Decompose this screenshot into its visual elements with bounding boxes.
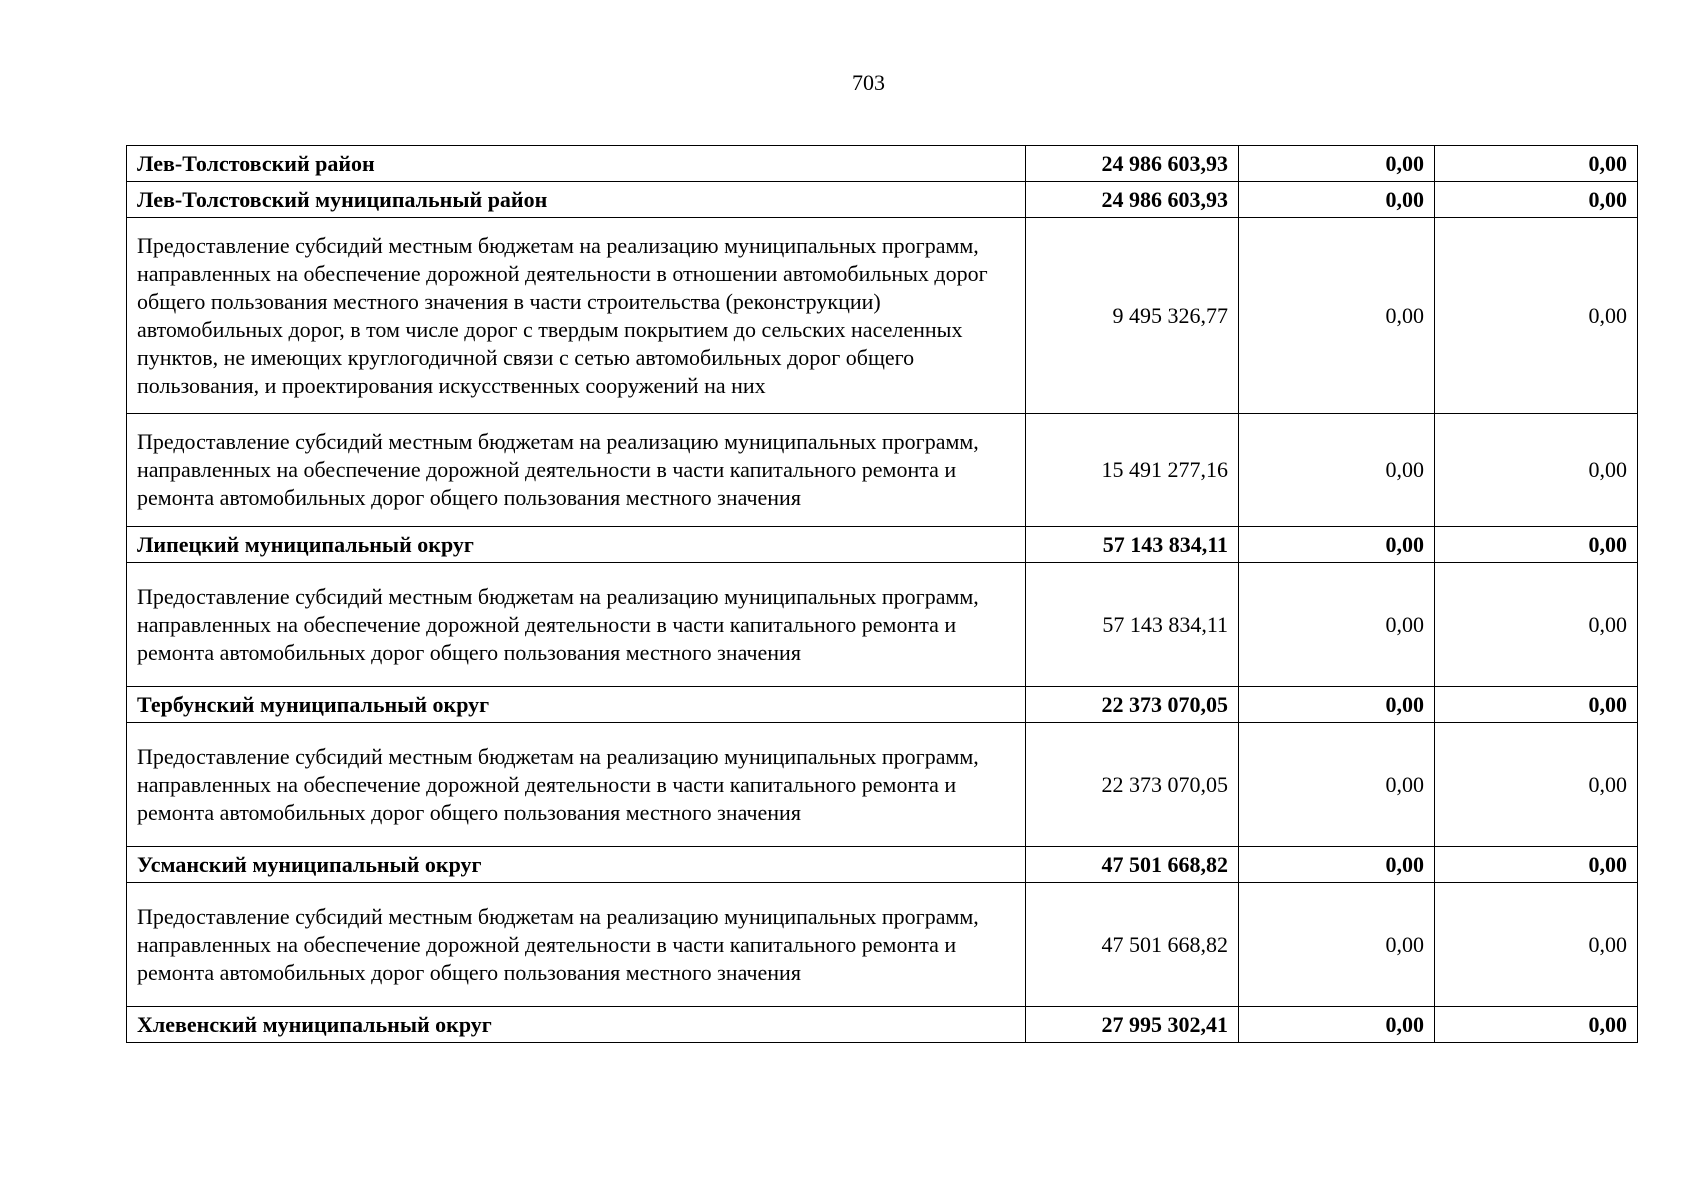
row-value-1: 22 373 070,05	[1026, 723, 1239, 847]
row-value-1: 24 986 603,93	[1026, 146, 1239, 182]
row-name: Предоставление субсидий местным бюджетам на реализацию муниципальных программ, направленных на обеспечение дорожной деятельности в части капитального ремонта и ремонта автомобильных дорог общего пользования местного значения	[127, 563, 1026, 687]
row-value-3: 0,00	[1435, 883, 1638, 1007]
row-value-2: 0,00	[1239, 414, 1435, 527]
row-name: Усманский муниципальный округ	[127, 847, 1026, 883]
row-value-3: 0,00	[1435, 687, 1638, 723]
row-name: Предоставление субсидий местным бюджетам на реализацию муниципальных программ, направленных на обеспечение дорожной деятельности в части капитального ремонта и ремонта автомобильных дорог общего пользования местного значения	[127, 414, 1026, 527]
row-name: Предоставление субсидий местным бюджетам на реализацию муниципальных программ, направленных на обеспечение дорожной деятельности в части капитального ремонта и ремонта автомобильных дорог общего пользования местного значения	[127, 723, 1026, 847]
row-value-2: 0,00	[1239, 1007, 1435, 1043]
row-value-3: 0,00	[1435, 723, 1638, 847]
table-row-subsidy	[127, 218, 1638, 414]
row-value-2: 0,00	[1239, 723, 1435, 847]
row-value-1: 9 495 326,77	[1026, 218, 1239, 414]
row-value-1: 27 995 302,41	[1026, 1007, 1239, 1043]
table-row-subsidy	[127, 414, 1638, 527]
row-name: Тербунский муниципальный округ	[127, 687, 1026, 723]
row-value-3: 0,00	[1435, 182, 1638, 218]
row-value-3: 0,00	[1435, 414, 1638, 527]
page-number: 703	[852, 70, 885, 95]
row-value-1: 57 143 834,11	[1026, 527, 1239, 563]
row-value-1: 15 491 277,16	[1026, 414, 1239, 527]
row-value-1: 47 501 668,82	[1026, 847, 1239, 883]
row-value-1: 57 143 834,11	[1026, 563, 1239, 687]
table-row-subsidy	[127, 563, 1638, 687]
row-name: Лев-Толстовский муниципальный район	[127, 182, 1026, 218]
row-value-3: 0,00	[1435, 847, 1638, 883]
row-value-1: 24 986 603,93	[1026, 182, 1239, 218]
table-row-municipality-header	[127, 527, 1638, 563]
row-value-2: 0,00	[1239, 527, 1435, 563]
table-row-subsidy	[127, 883, 1638, 1007]
row-value-3: 0,00	[1435, 563, 1638, 687]
row-value-2: 0,00	[1239, 847, 1435, 883]
row-value-2: 0,00	[1239, 182, 1435, 218]
row-value-3: 0,00	[1435, 146, 1638, 182]
row-value-3: 0,00	[1435, 218, 1638, 414]
row-name: Лев-Толстовский район	[127, 146, 1026, 182]
row-value-2: 0,00	[1239, 218, 1435, 414]
row-name: Предоставление субсидий местным бюджетам на реализацию муниципальных программ, направленных на обеспечение дорожной деятельности в отношении автомобильных дорог общего пользования местного значения в части строительства (реконструкции) автомобильных дорог, в том числе дорог с твердым покрытием до сельских населенных пунктов, не имеющих круглогодичной связи с сетью автомобильных дорог общего пользования, и проектирования искусственных сооружений на них	[127, 218, 1026, 414]
row-value-2: 0,00	[1239, 563, 1435, 687]
row-value-1: 47 501 668,82	[1026, 883, 1239, 1007]
table-row-municipality-header	[127, 1007, 1638, 1043]
row-name: Предоставление субсидий местным бюджетам на реализацию муниципальных программ, направленных на обеспечение дорожной деятельности в части капитального ремонта и ремонта автомобильных дорог общего пользования местного значения	[127, 883, 1026, 1007]
table-row-municipality-header	[127, 182, 1638, 218]
row-value-3: 0,00	[1435, 1007, 1638, 1043]
row-value-3: 0,00	[1435, 527, 1638, 563]
table-row-municipality-header	[127, 687, 1638, 723]
table-row-subsidy	[127, 723, 1638, 847]
table-row-municipality-header	[127, 847, 1638, 883]
row-value-2: 0,00	[1239, 146, 1435, 182]
table-row-district-header	[127, 146, 1638, 182]
row-value-1: 22 373 070,05	[1026, 687, 1239, 723]
row-value-2: 0,00	[1239, 883, 1435, 1007]
row-name: Липецкий муниципальный округ	[127, 527, 1026, 563]
budget-table	[126, 145, 1638, 1043]
row-value-2: 0,00	[1239, 687, 1435, 723]
row-name: Хлевенский муниципальный округ	[127, 1007, 1026, 1043]
